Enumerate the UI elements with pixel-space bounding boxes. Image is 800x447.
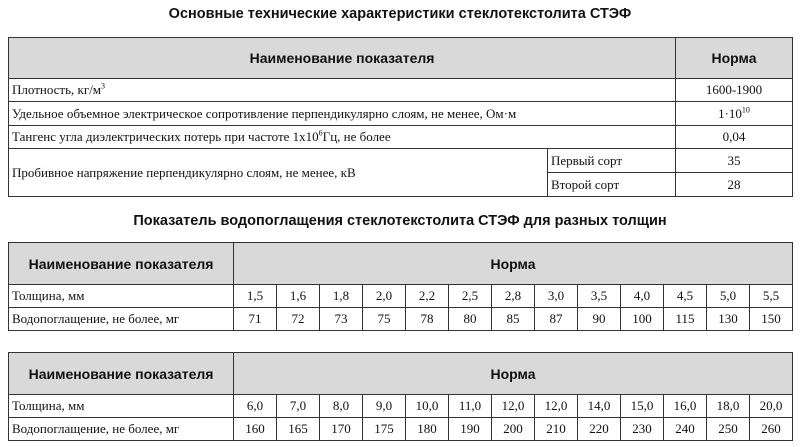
thickness-cell: 16,0 [664, 395, 707, 418]
thickness-cell: 7,0 [277, 395, 320, 418]
tangent-value: 0,04 [676, 126, 793, 149]
water-cell: 175 [363, 418, 406, 441]
thickness-cell: 1,5 [234, 285, 277, 308]
header-norm: Норма [234, 243, 793, 285]
thickness-cell: 3,5 [578, 285, 621, 308]
water-cell: 170 [320, 418, 363, 441]
water-cell: 75 [363, 308, 406, 331]
water-table-2 [8, 352, 793, 441]
water-cell: 200 [492, 418, 535, 441]
thickness-cell: 12,0 [492, 395, 535, 418]
grade2-label: Второй сорт [548, 173, 676, 197]
water-cell: 90 [578, 308, 621, 331]
water-cell: 260 [750, 418, 793, 441]
density-label: Плотность, $кг/м^3$ [9, 79, 676, 102]
thickness-cell: 2,0 [363, 285, 406, 308]
thickness-cell: 18,0 [707, 395, 750, 418]
thickness-row [9, 285, 793, 308]
water-cell: 72 [277, 308, 320, 331]
thickness-cell: 4,5 [664, 285, 707, 308]
water-cell: 240 [664, 418, 707, 441]
thickness-cell: 6,0 [234, 395, 277, 418]
grade1-value: 35 [676, 149, 793, 173]
thickness-cell: 8,0 [320, 395, 363, 418]
water-cell: 115 [664, 308, 707, 331]
thickness-cell: 20,0 [750, 395, 793, 418]
thickness-cell: 5,0 [707, 285, 750, 308]
thickness-cell: 3,0 [535, 285, 578, 308]
water-table-1 [8, 242, 793, 331]
table2-title: Показатель водопоглащения стеклотекстолита СТЭФ для разных толщин [133, 213, 667, 229]
water-cell: 230 [621, 418, 664, 441]
grade1-label: Первый сорт [548, 149, 676, 173]
water-row [9, 308, 793, 331]
tangent-label: Тангенс угла диэлектрических потерь при частоте $1х10^6Гц$, не более [9, 126, 676, 149]
header-norm: Норма [676, 38, 793, 79]
thickness-cell: 10,0 [406, 395, 449, 418]
water-cell: 160 [234, 418, 277, 441]
thickness-cell: 15,0 [621, 395, 664, 418]
thickness-cell: 1,8 [320, 285, 363, 308]
thickness-cell: 2,5 [449, 285, 492, 308]
thickness-cell: 9,0 [363, 395, 406, 418]
characteristics-table [8, 37, 793, 197]
water-cell: 250 [707, 418, 750, 441]
header-name: Наименование показателя [9, 353, 234, 395]
thickness-cell: 1,6 [277, 285, 320, 308]
density-value: 1600-1900 [676, 79, 793, 102]
thickness-cell: 11,0 [449, 395, 492, 418]
thickness-cell: 4,0 [621, 285, 664, 308]
header-norm: Норма [234, 353, 793, 395]
water-cell: 180 [406, 418, 449, 441]
resistance-value: $1\cdot 10^{10}$ [676, 102, 793, 126]
thickness-row [9, 395, 793, 418]
resistance-label: Удельное объемное электрическое сопротивление перпендикулярно слоям, не менее, Ом·м [9, 102, 676, 126]
water-cell: 220 [578, 418, 621, 441]
water-cell: 80 [449, 308, 492, 331]
water-cell: 130 [707, 308, 750, 331]
thickness-cell: 14,0 [578, 395, 621, 418]
breakdown-label: Пробивное напряжение перпендикулярно слоям, не менее, кВ [9, 149, 548, 197]
water-cell: 85 [492, 308, 535, 331]
thickness-cell: 12,0 [535, 395, 578, 418]
water-label: Водопоглащение, не более, мг [9, 308, 234, 331]
water-cell: 210 [535, 418, 578, 441]
thickness-label: Толщина, мм [9, 285, 234, 308]
water-row [9, 418, 793, 441]
water-cell: 150 [750, 308, 793, 331]
table1-title: Основные технические характеристики стеклотекстолита СТЭФ [168, 6, 632, 22]
thickness-cell: 2,8 [492, 285, 535, 308]
water-label: Водопоглащение, не более, мг [9, 418, 234, 441]
header-name: Наименование показателя [9, 243, 234, 285]
water-cell: 165 [277, 418, 320, 441]
thickness-label: Толщина, мм [9, 395, 234, 418]
thickness-cell: 5,5 [750, 285, 793, 308]
water-cell: 100 [621, 308, 664, 331]
thickness-cell: 2,2 [406, 285, 449, 308]
header-name: Наименование показателя [9, 38, 676, 79]
water-cell: 73 [320, 308, 363, 331]
water-cell: 78 [406, 308, 449, 331]
water-cell: 190 [449, 418, 492, 441]
water-cell: 71 [234, 308, 277, 331]
grade2-value: 28 [676, 173, 793, 197]
water-cell: 87 [535, 308, 578, 331]
